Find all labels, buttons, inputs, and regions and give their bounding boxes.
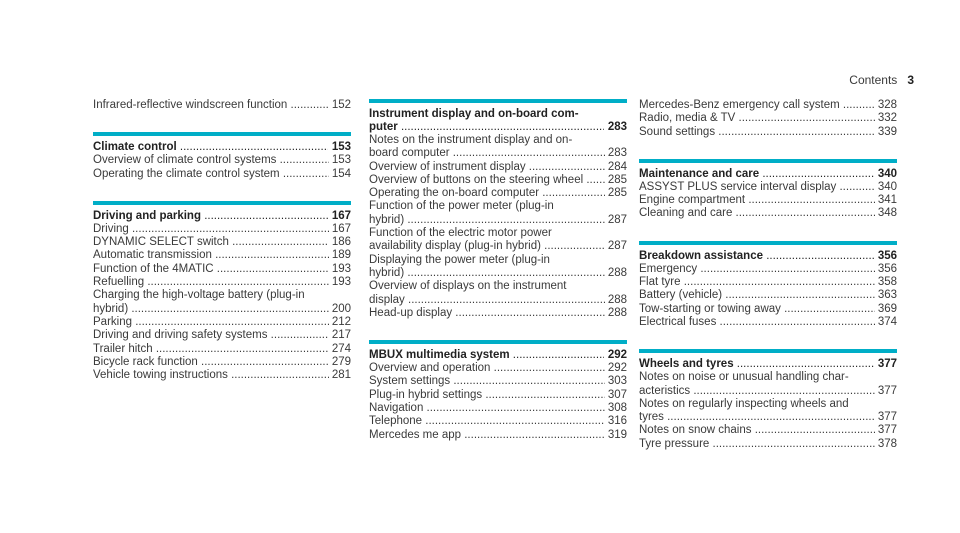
toc-entry[interactable] — [369, 389, 627, 402]
toc-section — [639, 349, 897, 451]
entry-label: Driving and driving safety systems ..... — [93, 329, 329, 342]
toc-section — [93, 99, 351, 112]
toc-entry[interactable] — [93, 99, 351, 112]
entry-label: hybrid) ..... — [369, 267, 605, 280]
entry-page-number: 308 — [607, 402, 627, 415]
entry-page-number: 341 — [877, 194, 897, 207]
entry-label: Radio, media & TV ..... — [639, 112, 875, 125]
toc-entry[interactable] — [369, 429, 627, 442]
entry-label: Operating the climate control system ..... — [93, 168, 329, 181]
entry-label-line: Function of the electric motor power — [369, 227, 552, 240]
section-heading[interactable] — [639, 168, 897, 181]
toc-entry[interactable] — [639, 316, 897, 329]
entry-page-number: 363 — [877, 289, 897, 302]
entry-label: display ..... — [369, 294, 605, 307]
section-title: MBUX multimedia system ..... — [369, 349, 604, 362]
entry-page-number: 288 — [607, 266, 627, 279]
entry-page-number: 283 — [607, 147, 627, 160]
entry-page-number: 154 — [331, 167, 351, 180]
section-page-number: 340 — [877, 167, 897, 180]
section-heading[interactable] — [93, 141, 351, 154]
toc-entry[interactable] — [639, 263, 897, 276]
entry-page-number: 285 — [607, 187, 627, 200]
entry-label-line: Notes on noise or unusual handling char- — [639, 371, 849, 384]
toc-entry[interactable] — [639, 207, 897, 220]
entry-label: Infrared-reflective windscreen function ..... — [93, 99, 329, 112]
entry-page-number: 212 — [331, 315, 351, 328]
toc-entry[interactable] — [369, 415, 627, 428]
toc-entry-wrapped — [639, 371, 897, 384]
header-label: Contents — [849, 73, 898, 87]
toc-column-1 — [93, 99, 351, 402]
entry-label: hybrid) ..... — [93, 303, 329, 316]
toc-entry[interactable] — [369, 375, 627, 388]
entry-label: Tow-starting or towing away ..... — [639, 303, 875, 316]
section-heading[interactable] — [369, 121, 627, 134]
entry-page-number: 316 — [607, 415, 627, 428]
entry-page-number: 374 — [877, 315, 897, 328]
entry-label-line: Function of the power meter (plug-in — [369, 200, 554, 213]
entry-page-number: 153 — [331, 154, 351, 167]
entry-page-number: 152 — [331, 99, 351, 111]
entry-page-number: 377 — [877, 384, 897, 397]
toc-section — [93, 132, 351, 181]
toc-entry[interactable] — [369, 161, 627, 174]
entry-label: Bicycle rack function ..... — [93, 356, 329, 369]
entry-page-number: 369 — [877, 302, 897, 315]
entry-page-number: 348 — [877, 207, 897, 220]
entry-label: Overview of buttons on the steering wheel ..... — [369, 174, 605, 187]
section-page-number: 167 — [331, 209, 351, 222]
toc-entry-wrapped — [369, 200, 627, 213]
entry-page-number: 167 — [331, 222, 351, 235]
section-rule — [639, 349, 897, 353]
entry-label: Function of the 4MATIC ..... — [93, 263, 329, 276]
entry-page-number: 287 — [607, 240, 627, 253]
section-heading[interactable] — [369, 349, 627, 362]
entry-page-number: 319 — [607, 428, 627, 441]
toc-entry-wrapped — [369, 227, 627, 240]
entry-page-number: 303 — [607, 375, 627, 388]
toc-entry[interactable] — [93, 276, 351, 289]
section-page-number: 283 — [607, 121, 627, 133]
toc-entry-wrapped — [369, 134, 627, 147]
entry-label: Emergency ..... — [639, 263, 875, 276]
section-title: Driving and parking ..... — [93, 210, 328, 223]
toc-entry[interactable] — [639, 411, 897, 424]
entry-page-number: 287 — [607, 213, 627, 226]
toc-entry[interactable] — [93, 329, 351, 342]
entry-page-number: 200 — [331, 302, 351, 315]
entry-page-number: 339 — [877, 125, 897, 138]
entry-label: Telephone ..... — [369, 415, 605, 428]
section-page-number: 377 — [877, 358, 897, 371]
toc-entry[interactable] — [639, 276, 897, 289]
entry-label-line: Notes on regularly inspecting wheels and — [639, 397, 849, 410]
entry-page-number: 285 — [607, 173, 627, 186]
toc-entry[interactable] — [93, 343, 351, 356]
entry-label: Cleaning and care ..... — [639, 207, 875, 220]
entry-label: availability display (plug-in hybrid) ..... — [369, 240, 605, 253]
entry-page-number: 281 — [331, 369, 351, 382]
entry-page-number: 284 — [607, 160, 627, 173]
entry-label-line: Overview of displays on the instrument — [369, 280, 567, 293]
entry-page-number: 193 — [331, 276, 351, 289]
entry-page-number: 377 — [877, 411, 897, 424]
toc-entry[interactable] — [93, 356, 351, 369]
entry-page-number: 186 — [331, 236, 351, 249]
entry-label: Plug-in hybrid settings ..... — [369, 389, 605, 402]
entry-page-number: 274 — [331, 342, 351, 355]
section-page-number: 356 — [877, 249, 897, 262]
section-title: Climate control ..... — [93, 141, 328, 154]
entry-page-number: 328 — [877, 99, 897, 111]
section-rule — [639, 241, 897, 245]
section-title: puter ..... — [369, 121, 604, 134]
entry-label-line: Charging the high-voltage battery (plug-in — [93, 289, 305, 302]
toc-entry[interactable] — [93, 249, 351, 262]
toc-entry[interactable] — [93, 168, 351, 181]
toc-entry[interactable] — [369, 307, 627, 320]
entry-page-number: 307 — [607, 388, 627, 401]
entry-page-number: 378 — [877, 437, 897, 450]
toc-section — [639, 241, 897, 329]
entry-label: System settings ..... — [369, 375, 605, 388]
toc-entry[interactable] — [369, 267, 627, 280]
entry-page-number: 292 — [607, 362, 627, 375]
toc-entry[interactable] — [369, 240, 627, 253]
toc-entry[interactable] — [639, 385, 897, 398]
entry-label: Trailer hitch ..... — [93, 343, 329, 356]
entry-label: Operating the on-board computer ..... — [369, 187, 605, 200]
entry-label: Electrical fuses ..... — [639, 316, 875, 329]
toc-entry[interactable] — [93, 316, 351, 329]
toc-entry[interactable] — [369, 402, 627, 415]
toc-entry[interactable] — [639, 289, 897, 302]
entry-label: Overview of instrument display ..... — [369, 161, 605, 174]
toc-entry[interactable] — [369, 147, 627, 160]
toc-entry-wrapped — [93, 289, 351, 302]
entry-label: DYNAMIC SELECT switch ..... — [93, 236, 329, 249]
toc-column-2 — [369, 99, 627, 462]
entry-label-line: Displaying the power meter (plug-in — [369, 253, 550, 266]
entry-page-number: 279 — [331, 355, 351, 368]
toc-entry[interactable] — [639, 424, 897, 437]
entry-label: Engine compartment ..... — [639, 194, 875, 207]
entry-page-number: 288 — [607, 293, 627, 306]
entry-label: Head-up display ..... — [369, 307, 605, 320]
section-title: Breakdown assistance ..... — [639, 250, 874, 263]
entry-label: Sound settings ..... — [639, 126, 875, 139]
entry-label: Automatic transmission ..... — [93, 249, 329, 262]
entry-label: acteristics ..... — [639, 385, 875, 398]
toc-entry[interactable] — [93, 223, 351, 236]
entry-label: Battery (vehicle) ..... — [639, 289, 875, 302]
toc-entry[interactable] — [639, 194, 897, 207]
entry-label: Tyre pressure ..... — [639, 438, 875, 451]
entry-label: Navigation ..... — [369, 402, 605, 415]
entry-label: Mercedes-Benz emergency call system ..... — [639, 99, 875, 112]
entry-page-number: 377 — [877, 424, 897, 437]
toc-entry[interactable] — [369, 174, 627, 187]
entry-page-number: 340 — [877, 180, 897, 193]
toc-entry[interactable] — [93, 236, 351, 249]
entry-label: hybrid) ..... — [369, 214, 605, 227]
entry-label-line: Notes on the instrument display and on- — [369, 134, 573, 146]
entry-page-number: 332 — [877, 112, 897, 125]
entry-label: Notes on snow chains ..... — [639, 424, 875, 437]
toc-entry-wrapped — [369, 280, 627, 293]
section-title: Maintenance and care ..... — [639, 168, 874, 181]
entry-label: Overview of climate control systems ..... — [93, 154, 329, 167]
entry-label: Vehicle towing instructions ..... — [93, 369, 329, 382]
entry-page-number: 189 — [331, 249, 351, 262]
section-rule — [93, 132, 351, 136]
toc-entry[interactable] — [369, 294, 627, 307]
entry-label: Refuelling ..... — [93, 276, 329, 289]
toc-entry[interactable] — [639, 181, 897, 194]
toc-section — [93, 201, 351, 383]
section-heading[interactable] — [639, 250, 897, 263]
entry-page-number: 217 — [331, 329, 351, 342]
section-rule — [639, 159, 897, 163]
section-page-number: 153 — [331, 141, 351, 154]
section-heading[interactable] — [93, 210, 351, 223]
page-number: 3 — [907, 73, 914, 87]
section-heading[interactable] — [639, 358, 897, 371]
toc-entry[interactable] — [93, 263, 351, 276]
toc-entry[interactable] — [639, 303, 897, 316]
toc-entry[interactable] — [639, 99, 897, 112]
toc-entry[interactable] — [93, 369, 351, 382]
toc-entry[interactable] — [369, 187, 627, 200]
toc-entry-wrapped — [639, 398, 897, 411]
section-rule — [369, 99, 627, 103]
section-title: Wheels and tyres ..... — [639, 358, 874, 371]
entry-page-number: 288 — [607, 306, 627, 319]
section-rule — [369, 340, 627, 344]
entry-page-number: 358 — [877, 276, 897, 289]
toc-entry[interactable] — [639, 438, 897, 451]
section-rule — [93, 201, 351, 205]
toc-entry-wrapped — [369, 254, 627, 267]
entry-label: Mercedes me app ..... — [369, 429, 605, 442]
entry-label: tyres ..... — [639, 411, 875, 424]
toc-entry[interactable] — [93, 154, 351, 167]
toc-entry[interactable] — [369, 214, 627, 227]
entry-label: board computer ..... — [369, 147, 605, 160]
entry-page-number: 356 — [877, 262, 897, 275]
section-page-number: 292 — [607, 349, 627, 362]
toc-entry[interactable] — [639, 112, 897, 125]
entry-label: Flat tyre ..... — [639, 276, 875, 289]
toc-section — [369, 340, 627, 442]
entry-label: Overview and operation ..... — [369, 362, 605, 375]
entry-label: ASSYST PLUS service interval display ..... — [639, 181, 875, 194]
toc-section — [369, 99, 627, 320]
toc-column-3 — [639, 99, 897, 471]
entry-label: Parking ..... — [93, 316, 329, 329]
toc-entry[interactable] — [639, 126, 897, 139]
entry-label: Driving ..... — [93, 223, 329, 236]
toc-entry[interactable] — [369, 362, 627, 375]
page-header — [849, 73, 914, 87]
toc-section — [639, 99, 897, 139]
toc-entry[interactable] — [93, 303, 351, 316]
entry-page-number: 193 — [331, 262, 351, 275]
toc-section — [639, 159, 897, 221]
section-title-line: Instrument display and on-board com- — [369, 108, 579, 120]
